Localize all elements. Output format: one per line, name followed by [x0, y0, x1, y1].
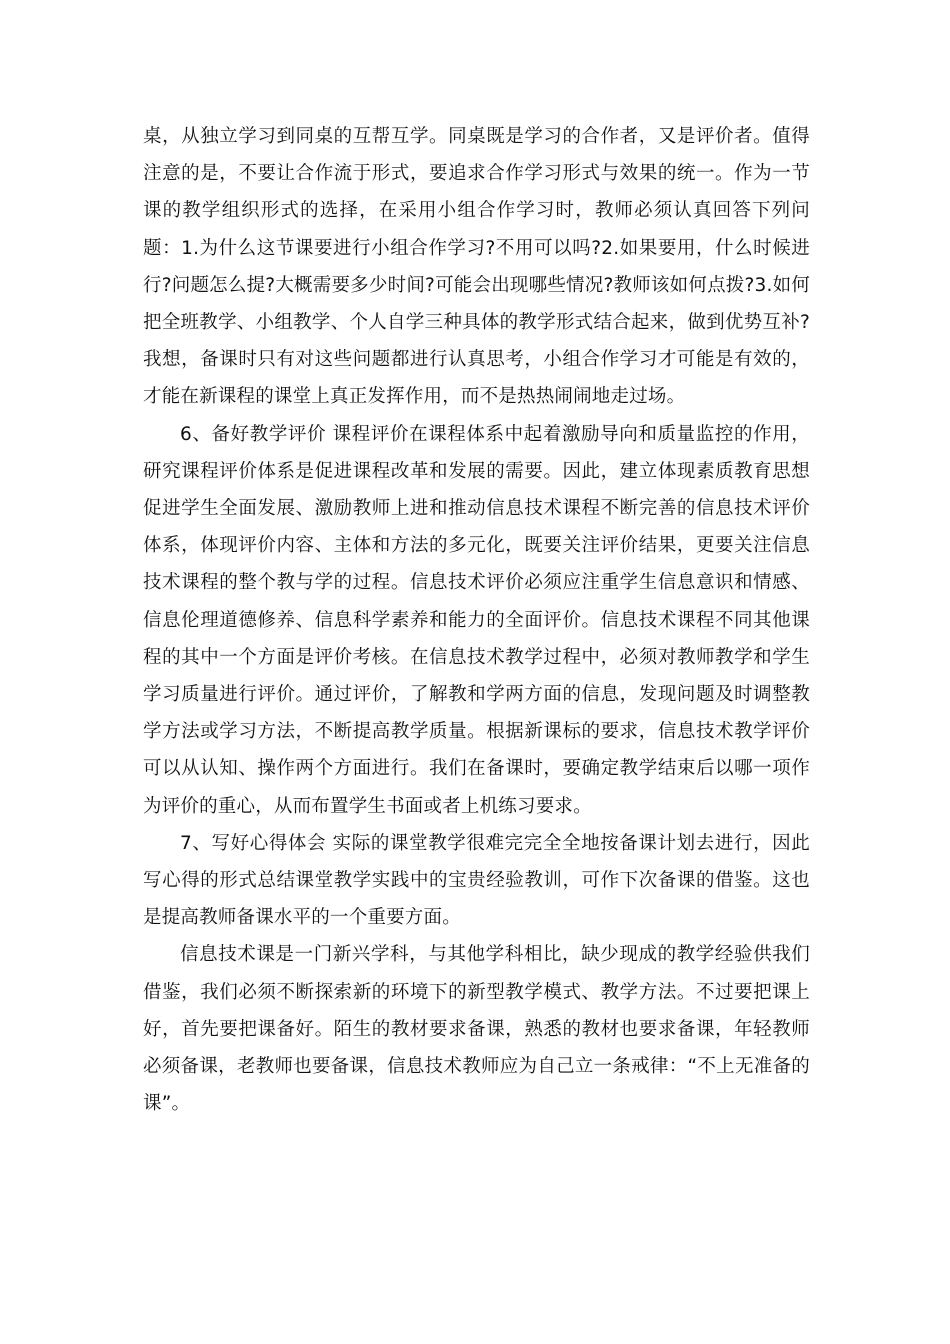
document-body	[143, 118, 810, 1122]
paragraph-teaching-evaluation: 6、备好教学评价 课程评价在课程体系中起着激励导向和质量监控的作用，研究课程评价体系是促进课程改革和发展的需要。因此，建立体现素质教育思想促进学生全面发展、激励教师上进和推动信息技术课程不断完善的信息技术评价体系，体现评价内容、主体和方法的多元化，既要关注评价结果，更要关注信息技术课程的整个教与学的过程。信息技术评价必须应注重学生信息意识和情感、信息伦理道德修养、信息科学素养和能力的全面评价。信息技术课程不同其他课程的其中一个方面是评价考核。在信息技术教学过程中，必须对教师教学和学生学习质量进行评价。通过评价，了解教和学两方面的信息，发现问题及时调整教学方法或学习方法，不断提高教学质量。根据新课标的要求，信息技术教学评价可以从认知、操作两个方面进行。我们在备课时，要确定教学结束后以哪一项作为评价的重心，从而布置学生书面或者上机练习要求。	[143, 423, 810, 817]
paragraph-continued-cooperative-learning: 桌，从独立学习到同桌的互帮互学。同桌既是学习的合作者，又是评价者。值得注意的是，不要让合作流于形式，要追求合作学习形式与效果的统一。作为一节课的教学组织形式的选择，在采用小组合作学习时，教师必须认真回答下列问题：1.为什么这节课要进行小组合作学习?不用可以吗?2.如果要用，什么时候进行?问题怎么提?大概需要多少时间?可能会出现哪些情况?教师该如何点拨?3.如何把全班教学、小组教学、个人自学三种具体的教学形式结合起来，做到优势互补?我想，备课时只有对这些问题都进行认真思考，小组合作学习才可能是有效的，才能在新课程的课堂上真正发挥作用，而不是热热闹闹地走过场。	[143, 126, 810, 408]
paragraph-conclusion: 信息技术课是一门新兴学科，与其他学科相比，缺少现成的教学经验供我们借鉴，我们必须不断探索新的环境下的新型教学模式、教学方法。不过要把课上好，首先要把课备好。陌生的教材要求备课，熟悉的教材也要求备课，年轻教师必须备课，老教师也要备课，信息技术教师应为自己立一条戒律：“不上无准备的课”。	[143, 944, 810, 1115]
paragraph-reflection-notes: 7、写好心得体会 实际的课堂教学很难完完全全地按备课计划去进行，因此写心得的形式总结课堂教学实践中的宝贵经验教训，可作下次备课的借鉴。这也是提高教师备课水平的一个重要方面。	[143, 832, 810, 929]
